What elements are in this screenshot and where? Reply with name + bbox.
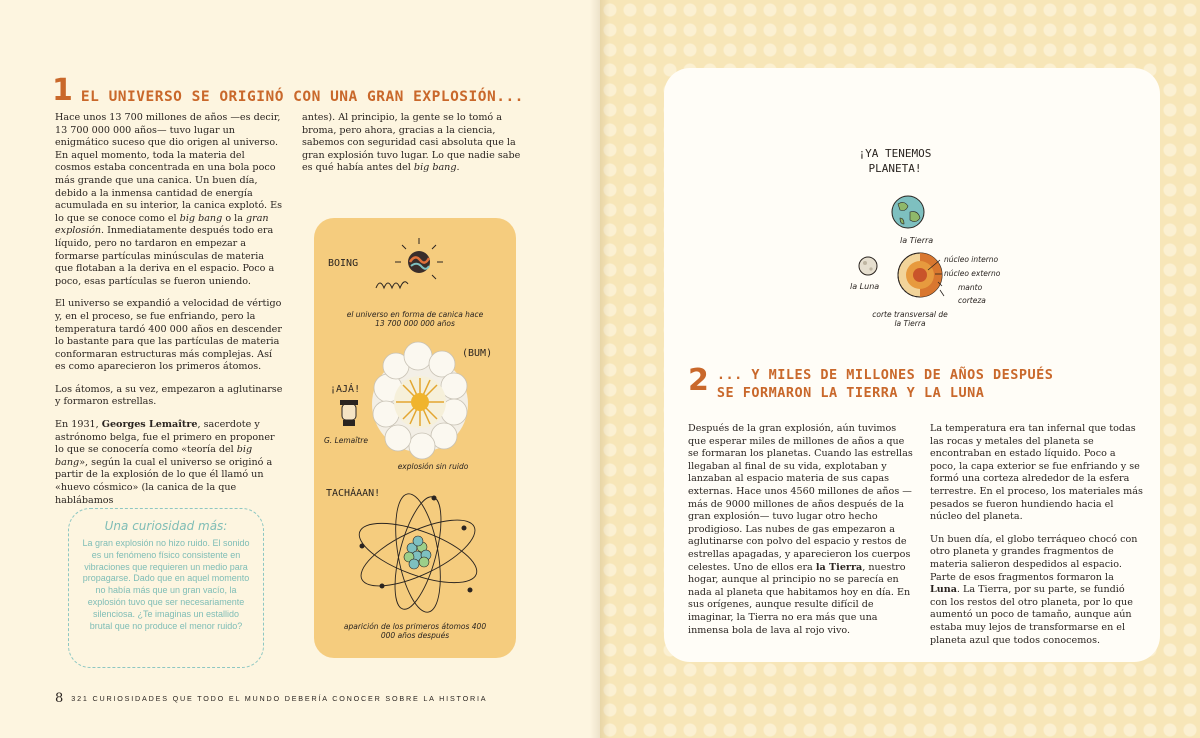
marble-icon xyxy=(395,238,443,279)
page-gutter xyxy=(590,0,610,738)
cross-section-caption: corte transversal de la Tierra xyxy=(872,310,948,328)
curiosity-body: La gran explosión no hizo ruido. El sonido es un fenómeno físico consistente en vibraciones que requieren un medio para propagarse. Dado que en aquel momento no había más que un gran vacío, la explosión tuvo que ser necesariamente silenciosa. ¿Te imaginas un estallido brutal que no produce el menor ruido? xyxy=(82,538,250,631)
paragraph: El universo se expandió a velocidad de vértigo y, en el proceso, se fue enfriando, pero la temperatura tardó 400 000 años en descender lo bastante para que las partículas de materia conformaran estructuras más complejas. Así es como aparecieron los primeros átomos. xyxy=(55,298,282,373)
section-2-column-1 xyxy=(688,423,914,647)
explosion-caption: explosión sin ruido xyxy=(397,462,469,471)
inner-core-label: núcleo interno xyxy=(944,255,999,264)
page-footer xyxy=(55,691,487,706)
curiosity-title: Una curiosidad más: xyxy=(104,519,228,533)
paragraph: Después de la gran explosión, aún tuvimos que esperar miles de millones de años a que se formaran los planetas. Cuando las estrellas llegaban al final de su vida, explotaban y lanzaban al espacio materia de sus capas externas. Hace unos 4560 millones de años —más de 9000 millones de años después de la gran explosión— tuvo lugar otro hecho prodigioso. Las nubes de gas empezaron a aglutinarse con polvo del espacio y restos de estrellas apagadas, y aparecieron los cuerpos celestes. Uno de ellos era la Tierra, nuestro hogar, aunque al principio no se parecía en nada al planeta que habitamos hoy en día. En sus orígenes, aunque resulte difícil de imaginar, la Tierra no era más que una inmensa bola de lava al rojo vivo. xyxy=(688,423,913,636)
crust-label: corteza xyxy=(958,296,986,305)
atom-nucleus-icon xyxy=(404,536,431,569)
boing-label: BOING xyxy=(328,258,359,269)
outer-core-label: núcleo externo xyxy=(944,269,1001,278)
section-2-number: 2 xyxy=(688,363,709,398)
planet-illustration-title: ¡YA TENEMOS PLANETA! xyxy=(858,147,932,175)
paragraph: Un buen día, el globo terráqueo chocó con otro planeta y grandes fragmentos de materia salieron despedidos al espacio. Parte de esos fragmentos formaron la Luna. La Tierra, por su parte, se fundió con los restos del otro planeta, por lo que aumentó un poco de tamaño, aunque aún estaba muy lejos de transformarse en el planeta azul que todos conocemos. xyxy=(930,533,1138,646)
moon-icon xyxy=(859,257,877,275)
explosion-icon xyxy=(372,342,468,459)
section-1-heading xyxy=(52,73,572,108)
paragraph: antes). Al principio, la gente se lo tomó a broma, pero ahora, gracias a la ciencia, sabemos con seguridad casi absoluta que la gran explosión tuvo lugar. Lo que nadie sabe es qué había antes del big bang. xyxy=(302,112,521,174)
section-2-column-2 xyxy=(930,423,1144,657)
section-1-title: EL UNIVERSO SE ORIGINÓ CON UNA GRAN EXPLOSIÓN... xyxy=(80,89,524,105)
marble-caption: el universo en forma de canica hace 13 700 000 000 años xyxy=(346,310,484,328)
section-1-number: 1 xyxy=(52,73,73,108)
big-bang-illustration-card xyxy=(314,218,516,658)
paragraph: En 1931, Georges Lemaître, sacerdote y astrónomo belga, fue el primero en proponer lo que se conocería como «teoría del big bang», según la cual el universo se originó a partir de la explosión de lo que él llamó un «huevo cósmico» (la canica de la que hablábamos xyxy=(55,419,275,506)
lemaitre-portrait-icon xyxy=(340,400,358,426)
aja-label: ¡AJÁ! xyxy=(330,384,361,395)
curiosity-box xyxy=(68,508,264,668)
paragraph: Hace unos 13 700 millones de años —es decir, 13 700 000 000 años— tuvo lugar un enigmático suceso que dio origen al universo. En aquel momento, toda la materia del cosmos estaba concentrada en una bola poco más grande que una canica. Un buen día, debido a la inmensa cantidad de energía acumulada en su interior, la canica explotó. Es lo que se conoce como el big bang o la gran explosión. Inmediatamente después todo era líquido, pero no tardaron en empezar a formarse partículas minúsculas de materia que flotaban a la deriva en el espacio. Poco a poco, esas partículas se fueron uniendo. xyxy=(55,112,283,287)
tachaaan-label: TACHÁAAN! xyxy=(326,488,381,499)
bum-label: (BUM) xyxy=(462,348,493,359)
running-title: 321 CURIOSIDADES QUE TODO EL MUNDO DEBERÍA CONOCER SOBRE LA HISTORIA xyxy=(71,694,488,703)
section-2-title-line-2: SE FORMARON LA TIERRA Y LA LUNA xyxy=(716,385,985,401)
earth-label: la Tierra xyxy=(900,236,934,245)
paragraph: La temperatura era tan infernal que todas las rocas y metales del planeta se encontraban en estado líquido. Poco a poco, la capa exterior se fue enfriando y se formó una corteza alrededor de la esfera terrestre. En el proceso, los materiales más pesados se fueron hundiendo hacia el núcleo del planeta. xyxy=(930,423,1143,523)
mantle-label: manto xyxy=(958,283,983,292)
section-2-title-line-1: ... Y MILES DE MILLONES DE AÑOS DESPUÉS xyxy=(716,367,1054,383)
moon-label: la Luna xyxy=(850,282,880,291)
page-number: 8 xyxy=(55,691,64,706)
section-1-column-2 xyxy=(302,112,530,185)
paragraph: Los átomos, a su vez, empezaron a aglutinarse y formaron estrellas. xyxy=(55,383,283,408)
section-1-column-1 xyxy=(55,112,283,517)
atoms-caption: aparición de los primeros átomos 400 000 años después xyxy=(343,622,487,640)
earth-cross-section-icon xyxy=(898,253,942,297)
lemaitre-label: G. Lemaître xyxy=(324,436,368,445)
earth-icon xyxy=(892,196,924,228)
section-2-heading xyxy=(688,363,1054,402)
